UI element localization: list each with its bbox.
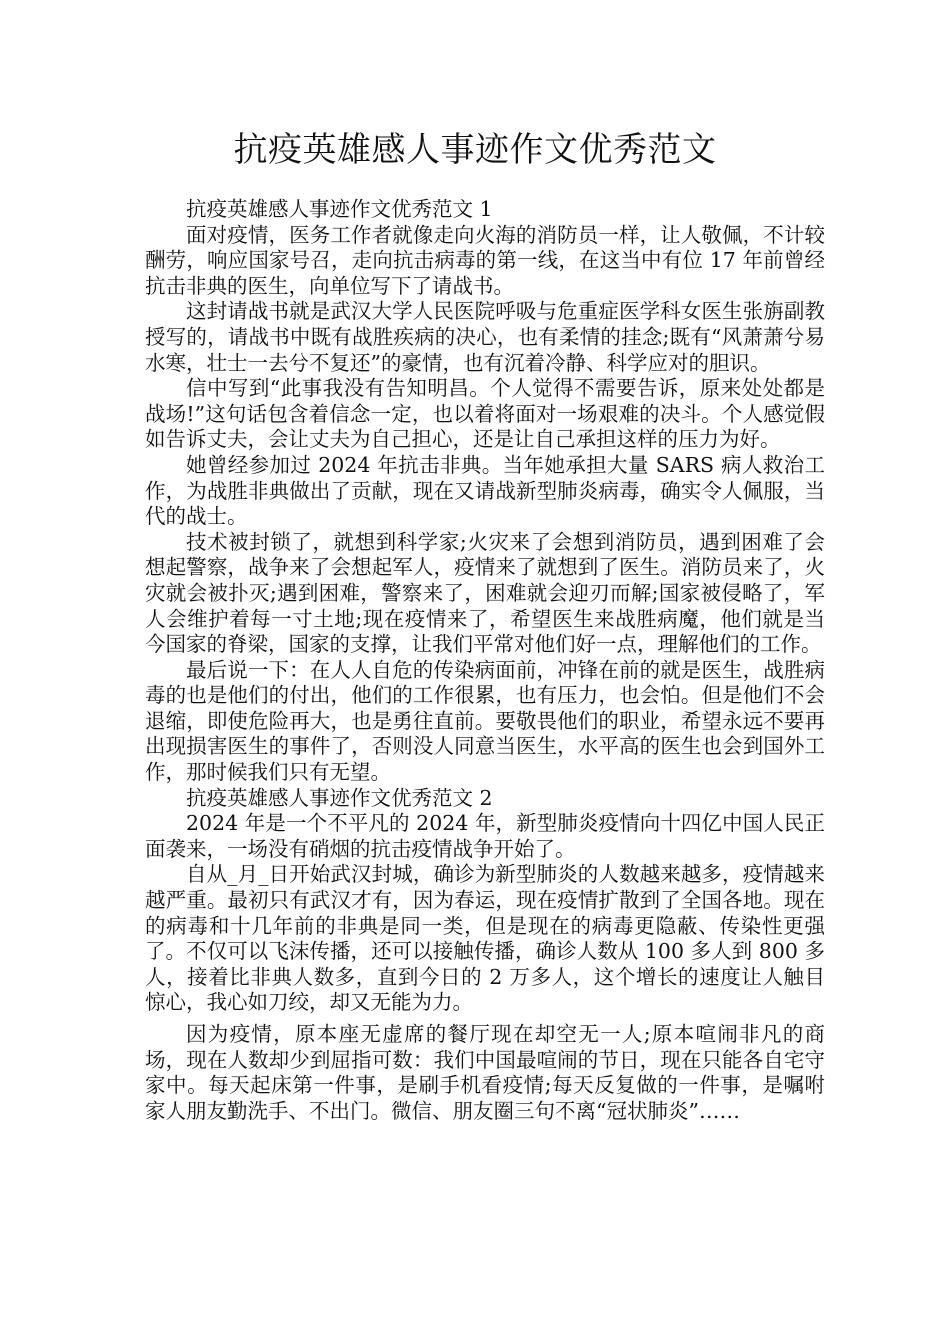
- paragraph: 因为疫情，原本座无虚席的餐厅现在却空无一人;原本喧闹非凡的商场，现在人数却少到屈指可数：我们中国最喧闹的节日，现在只能各自宅守家中。每天起床第一件事，是刷手机看疫情;每天反复做的一件事，是嘱咐家人朋友勤洗手、不出门。微信、朋友圈三句不离“冠状肺炎”……: [145, 1022, 825, 1123]
- paragraph: 技术被封锁了，就想到科学家;火灾来了会想到消防员，遇到困难了会想起警察，战争来了会想起军人，疫情来了就想到了医生。消防员来了，火灾就会被扑灭;遇到困难，警察来了，困难就会迎刃而解;国家被侵略了，军人会维护着每一寸土地;现在疫情来了，希望医生来战胜病魔，他们就是当今国家的脊梁，国家的支撑，让我们平常对他们好一点，理解他们的工作。: [145, 529, 825, 657]
- paragraph: 最后说一下：在人人自危的传染病面前，冲锋在前的就是医生，战胜病毒的也是他们的付出，他们的工作很累，也有压力，也会怕。但是他们不会退缩，即使危险再大，也是勇往直前。要敬畏他们的职业，希望永远不要再出现损害医生的事件了，否则没人同意当医生，水平高的医生也会到国外工作，那时候我们只有无望。: [145, 657, 825, 785]
- paragraph: 她曾经参加过 2024 年抗击非典。当年她承担大量 SARS 病人救治工作，为战胜非典做出了贡献，现在又请战新型肺炎病毒，确实令人佩服，当代的战士。: [145, 452, 825, 529]
- section-heading: 抗疫英雄感人事迹作文优秀范文 2: [186, 785, 493, 810]
- paragraph: 2024 年是一个不平凡的 2024 年，新型肺炎疫情向十四亿中国人民正面袭来，一场没有硝烟的抗击疫情战争开始了。: [145, 811, 825, 861]
- paragraph: 这封请战书就是武汉大学人民医院呼吸与危重症医学科女医生张旃副教授写的，请战书中既有战胜疾病的决心，也有柔情的挂念;既有“风萧萧兮易水寒，壮士一去兮不复还”的豪情，也有沉着冷静、科学应对的胆识。: [145, 299, 825, 375]
- paragraph: 信中写到“此事我没有告知明昌。个人觉得不需要告诉，原来处处都是战场!”这句话包含着信念一定，也以着将面对一场艰难的决斗。个人感觉假如告诉丈夫，会让丈夫为自己担心，还是让自己承担这样的压力为好。: [145, 376, 825, 452]
- section-heading: 抗疫英雄感人事迹作文优秀范文 1: [186, 197, 493, 221]
- document-body: [145, 197, 825, 1124]
- paragraph: 自从_月_日开始武汉封城，确诊为新型肺炎的人数越来越多，疫情越来越严重。最初只有武汉才有，因为春运，现在疫情扩散到了全国各地。现在的病毒和十几年前的非典是同一类，但是现在的病毒更隐蔽、传染性更强了。不仅可以飞沫传播，还可以接触传播，确诊人数从 100 多人到 800 多人，接着比非典人数多，直到今日的 2 万多人，这个增长的速度让人触目惊心，我心如刀绞，却又无能为力。: [145, 862, 825, 1015]
- document-title: 抗疫英雄感人事迹作文优秀范文: [233, 130, 717, 170]
- paragraph: 面对疫情，医务工作者就像走向火海的消防员一样，让人敬佩，不计较酬劳，响应国家号召，走向抗击病毒的第一线，在这当中有位 17 年前曾经抗击非典的医生，向单位写下了请战书。: [145, 222, 825, 298]
